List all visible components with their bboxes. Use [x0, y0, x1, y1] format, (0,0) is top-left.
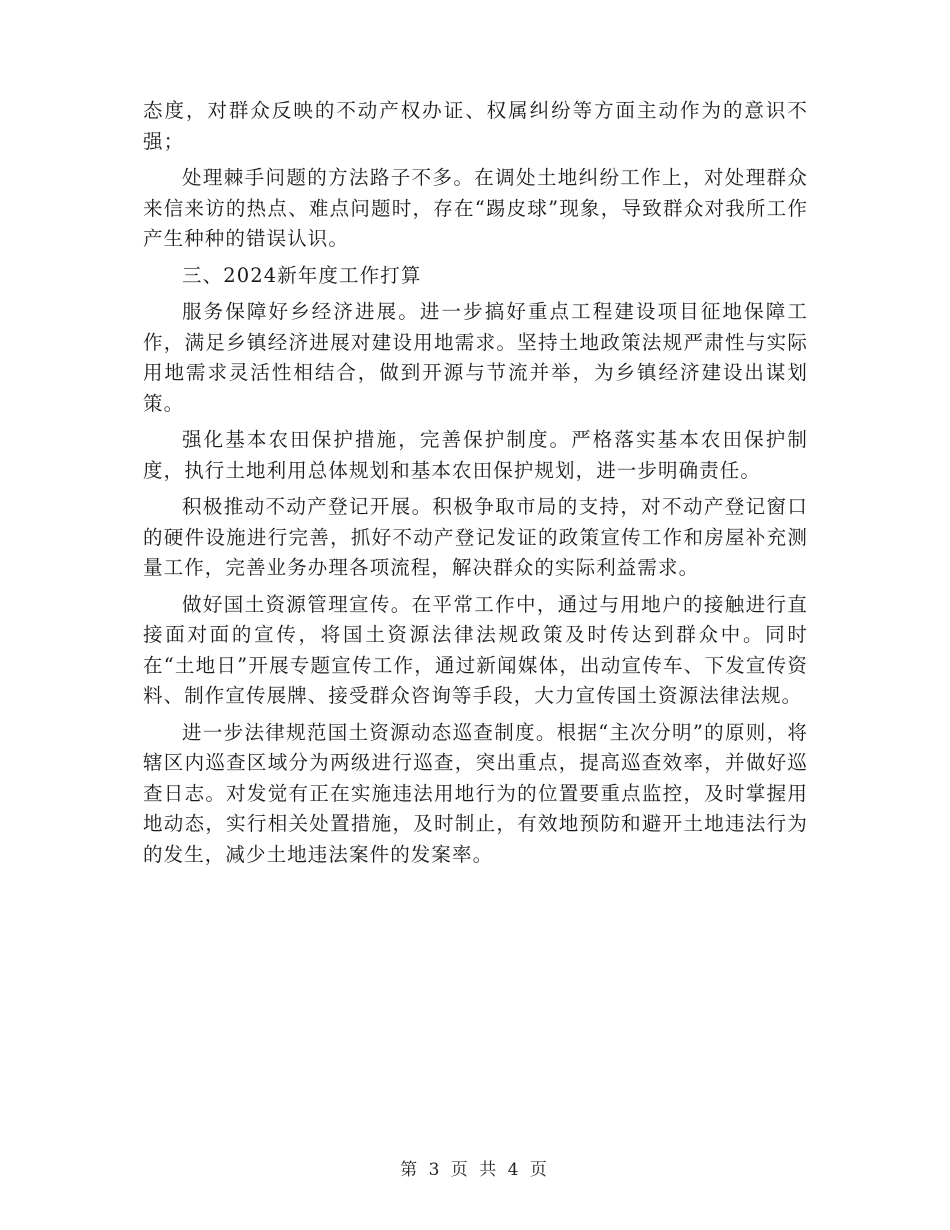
paragraph-economic-support: 服务保障好乡经济进展。进一步搞好重点工程建设项目征地保障工作，满足乡镇经济进展对建设用地需求。坚持土地政策法规严肃性与实际用地需求灵活性相结合，做到开源与节流并举，为乡镇经济建设出谋划策。 — [143, 300, 808, 415]
document-body — [143, 96, 808, 876]
paragraph-property-registration: 积极推动不动产登记开展。积极争取市局的支持，对不动产登记窗口的硬件设施进行完善，抓好不动产登记发证的政策宣传工作和房屋补充测量工作，完善业务办理各项流程，解决群众的实际利益需求。 — [143, 495, 808, 579]
paragraph-farmland-protection: 强化基本农田保护措施，完善保护制度。严格落实基本农田保护制度，执行土地利用总体规划和基本农田保护规划，进一步明确责任。 — [143, 428, 808, 482]
paragraph-publicity: 做好国土资源管理宣传。在平常工作中，通过与用地户的接触进行直接面对面的宣传，将国土资源法律法规政策及时传达到群众中。同时在“土地日”开展专题宣传工作，通过新闻媒体，出动宣传车、下发宣传资料、制作宣传展牌、接受群众咨询等手段，大力宣传国土资源法律法规。 — [143, 592, 808, 707]
paragraph-problem-handling: 处理棘手问题的方法路子不多。在调处土地纠纷工作上，对处理群众来信来访的热点、难点问题时，存在“踢皮球”现象，导致群众对我所工作产生种种的错误认识。 — [143, 166, 808, 250]
paragraph-inspection-system: 进一步法律规范国土资源动态巡查制度。根据“主次分明”的原则，将辖区内巡查区域分为两级进行巡查，突出重点，提高巡查效率，并做好巡查日志。对发觉有正在实施违法用地行为的位置要重点监控，及时掌握用地动态，实行相关处置措施，及时制止，有效地预防和避开土地违法行为的发生，减少土地违法案件的发案率。 — [143, 720, 808, 866]
section-heading-work-plan: 三、2024新年度工作打算 — [182, 263, 422, 287]
page-number-footer: 第 3 页 共 4 页 — [400, 1160, 550, 1180]
paragraph-continuation: 态度，对群众反映的不动产权办证、权属纠纷等方面主动作为的意识不强； — [143, 99, 808, 153]
